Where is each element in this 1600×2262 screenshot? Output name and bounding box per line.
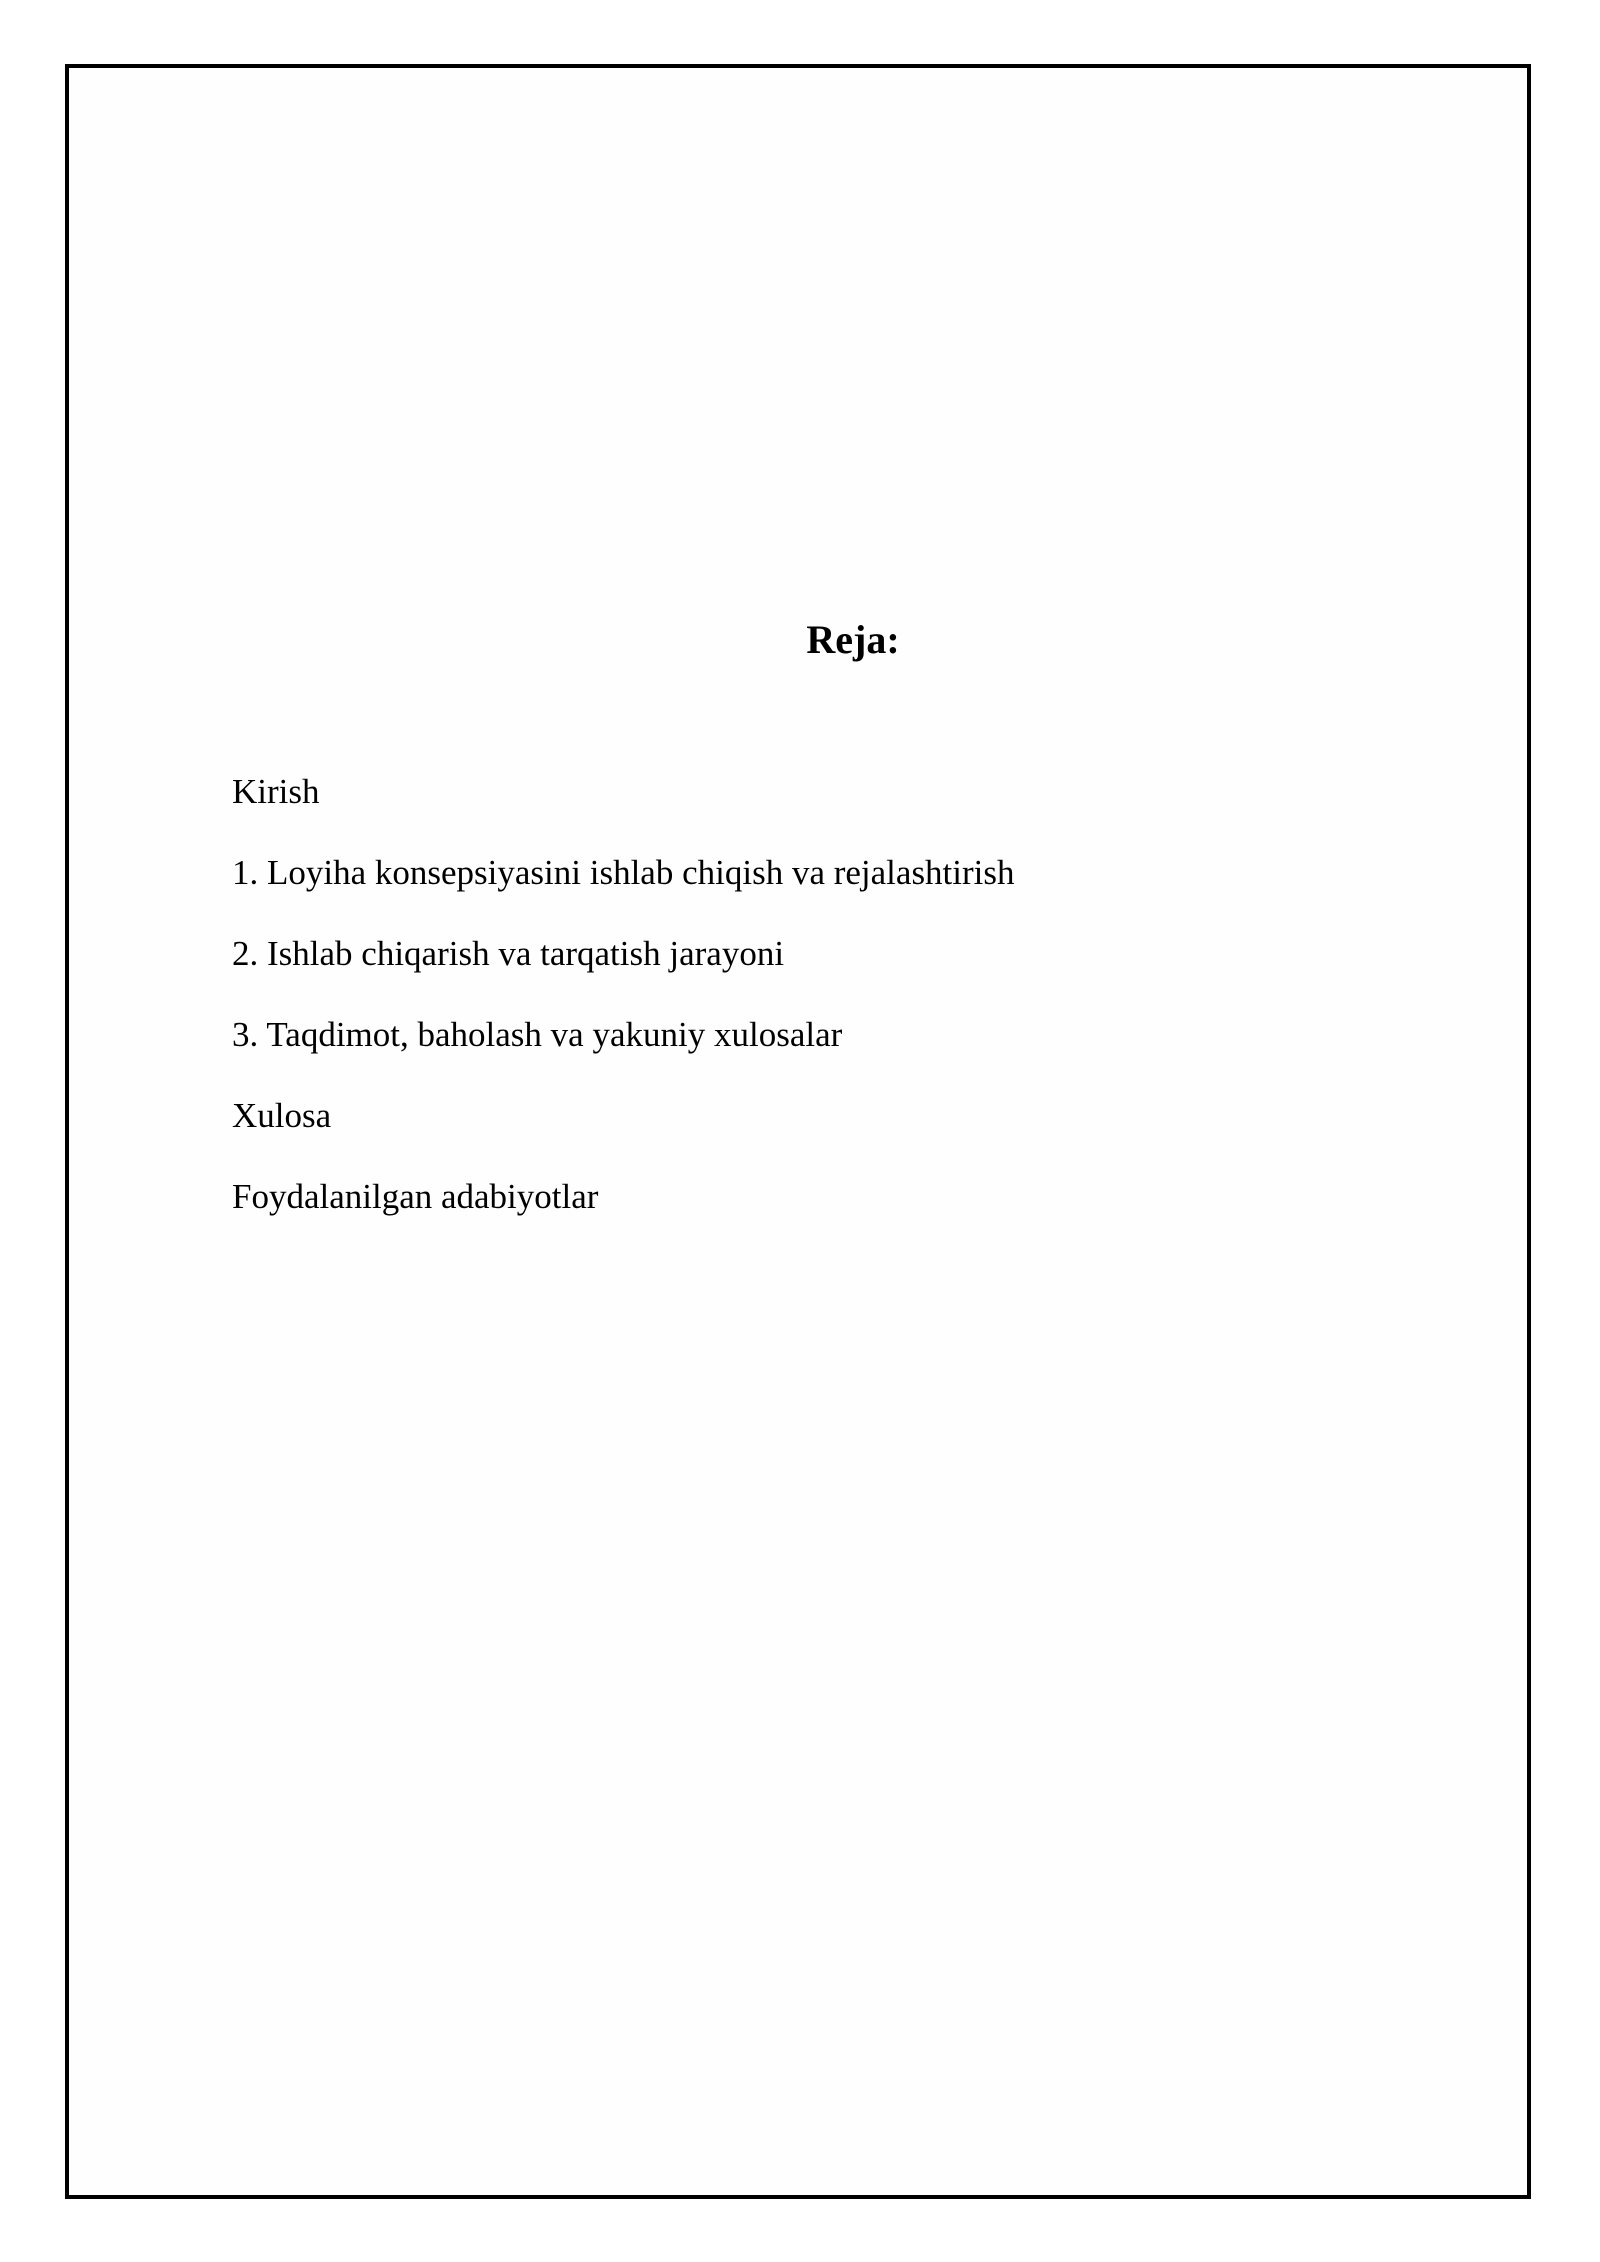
plan-item-chapter-2: 2. Ishlab chiqarish va tarqatish jarayoni — [232, 934, 785, 973]
plan-item-chapter-1: 1. Loyiha konsepsiyasini ishlab chiqish va rejalashtirish — [232, 853, 1015, 892]
plan-list — [232, 770, 1015, 1256]
plan-item-references: Foydalanilgan adabiyotlar — [232, 1177, 599, 1216]
plan-item-introduction: Kirish — [232, 772, 320, 811]
plan-item-conclusion: Xulosa — [232, 1096, 332, 1135]
plan-item-chapter-3: 3. Taqdimot, baholash va yakuniy xulosalar — [232, 1015, 843, 1054]
plan-title: Reja: — [806, 617, 900, 662]
page-border — [65, 64, 1531, 2199]
